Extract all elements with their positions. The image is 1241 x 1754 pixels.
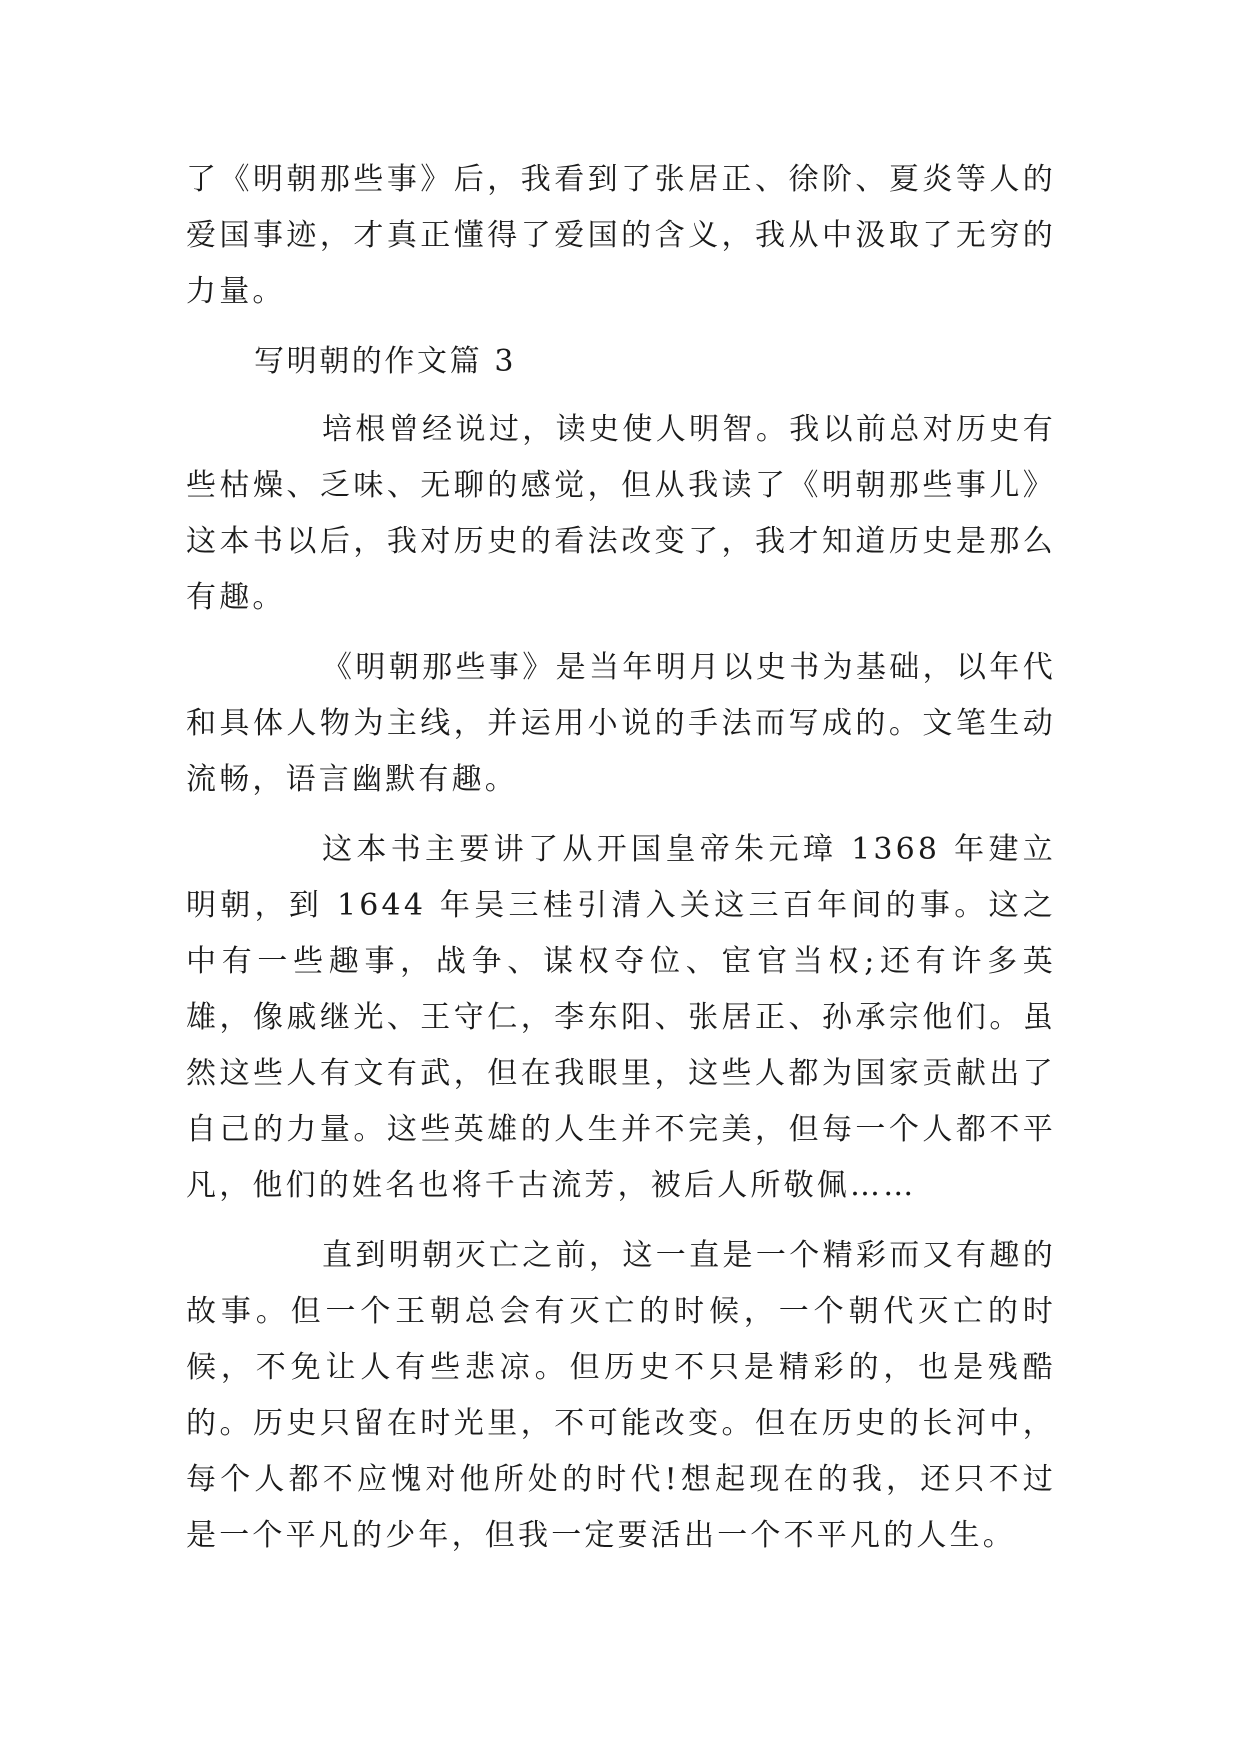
continuation-paragraph: 了《明朝那些事》后，我看到了张居正、徐阶、夏炎等人的爱国事迹，才真正懂得了爱国的含义，我从中汲取了无穷的力量。 <box>186 162 1056 309</box>
paragraph-1: 培根曾经说过，读史使人明智。我以前总对历史有些枯燥、乏味、无聊的感觉，但从我读了《明朝那些事儿》这本书以后，我对历史的看法改变了，我才知道历史是那么有趣。 <box>186 412 1056 615</box>
paragraph-3: 这本书主要讲了从开国皇帝朱元璋 1368 年建立明朝，到 1644 年吴三桂引清入关这三百年间的事。这之中有一些趣事，战争、谋权夺位、宦官当权;还有许多英雄，像戚继光、王守仁，李东阳、张居正、孙承宗他们。虽然这些人有文有武，但在我眼里，这些人都为国家贡献出了自己的力量。这些英雄的人生并不完美，但每一个人都不平凡，他们的姓名也将千古流芳，被后人所敬佩…… <box>186 832 1056 1203</box>
paragraph-2: 《明朝那些事》是当年明月以史书为基础，以年代和具体人物为主线，并运用小说的手法而写成的。文笔生动流畅，语言幽默有趣。 <box>186 650 1056 797</box>
essay-body <box>186 152 1056 1564</box>
essay-heading: 写明朝的作文篇 3 <box>254 344 517 379</box>
paragraph-4: 直到明朝灭亡之前，这一直是一个精彩而又有趣的故事。但一个王朝总会有灭亡的时候，一个朝代灭亡的时候，不免让人有些悲凉。但历史不只是精彩的，也是残酷的。历史只留在时光里，不可能改变。但在历史的长河中，每个人都不应愧对他所处的时代!想起现在的我，还只不过是一个平凡的少年，但我一定要活出一个不平凡的人生。 <box>186 1238 1056 1553</box>
